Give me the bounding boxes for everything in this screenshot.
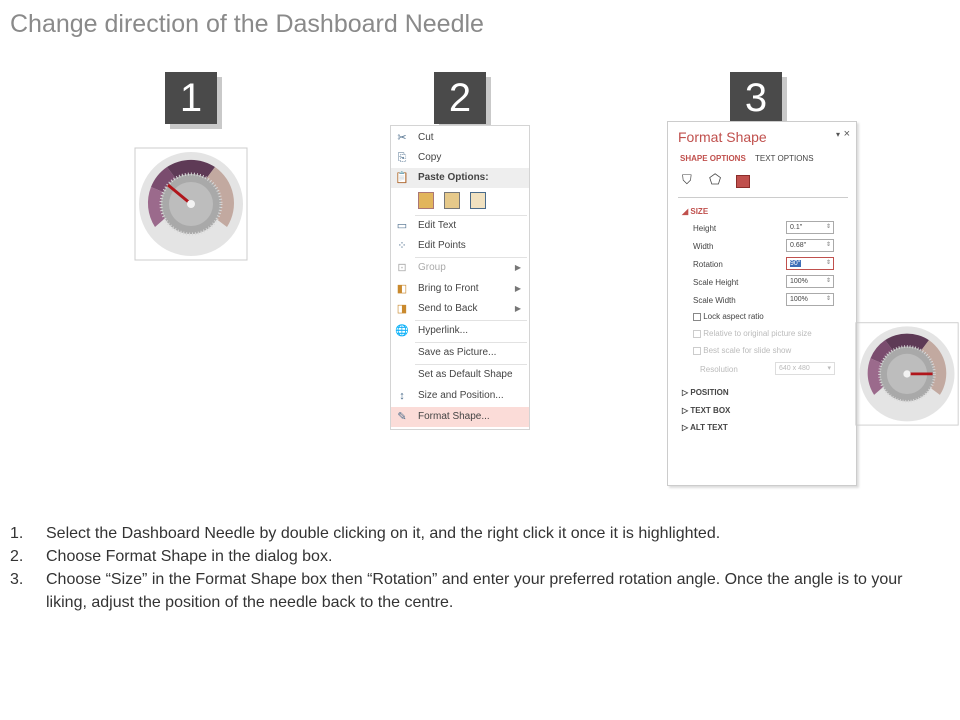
divider [678, 197, 848, 198]
scale-height-label: Scale Height [693, 278, 739, 287]
section-size[interactable]: ◢ SIZE [682, 207, 709, 216]
size-properties-icon[interactable] [736, 175, 750, 188]
send-back-icon: ◨ [396, 303, 408, 315]
lock-aspect-checkbox[interactable]: Lock aspect ratio [693, 312, 764, 321]
dropdown-icon[interactable]: ▾ [835, 130, 840, 139]
menu-item-hyperlink[interactable]: 🌐 Hyperlink... [395, 325, 469, 337]
paste-merge-icon[interactable] [444, 192, 460, 209]
width-label: Width [693, 242, 714, 251]
relative-size-checkbox[interactable]: Relative to original picture size [693, 329, 812, 338]
menu-item-cut[interactable]: ✂ Cut [391, 128, 529, 148]
paste-keep-formatting-icon[interactable] [418, 192, 434, 209]
height-label: Height [693, 224, 717, 233]
step-badge-3: 3 [730, 72, 782, 124]
instruction-step: 2. Choose Format Shape in the dialog box. [10, 548, 333, 565]
menu-item-save-as-picture[interactable]: Save as Picture... [418, 347, 497, 358]
resolution-select[interactable]: 640 x 480 ▾ [775, 362, 835, 375]
size-position-icon: ↕ [399, 390, 405, 402]
chevron-right-icon: ▶ [514, 304, 521, 313]
menu-item-format-shape[interactable]: ✎ Format Shape... [391, 407, 529, 427]
rotation-label: Rotation [693, 260, 723, 269]
scale-width-label: Scale Width [693, 296, 736, 305]
scale-width-field[interactable]: 100% ⇕ [786, 293, 834, 306]
section-text-box[interactable]: ▷ TEXT BOX [682, 406, 731, 415]
paste-icon: 📋 [395, 172, 409, 184]
paste-picture-icon[interactable] [470, 192, 486, 209]
group-icon: ⊡ [397, 262, 407, 274]
menu-item-edit-points[interactable]: ⁘ Edit Points [391, 236, 529, 256]
menu-item-bring-to-front[interactable]: ◧ Bring to Front ▶ [391, 279, 529, 299]
paste-buttons [391, 190, 529, 212]
instructions-list [10, 522, 930, 614]
scale-height-field[interactable]: 100% ⇕ [786, 275, 834, 288]
edit-text-icon: ▭ [396, 220, 408, 232]
dashboard-gauge-rotated[interactable] [854, 316, 960, 430]
copy-icon: ⎘ [397, 152, 407, 164]
close-icon[interactable]: × [843, 128, 850, 140]
rotation-field[interactable]: 90° ⇕ [786, 257, 834, 270]
scissors-icon: ✂ [397, 132, 407, 144]
menu-item-set-default-shape[interactable]: Set as Default Shape [418, 369, 513, 380]
context-menu [390, 125, 530, 430]
edit-points-icon: ⁘ [397, 240, 407, 252]
instruction-step: 3. Choose “Size” in the Format Shape box then “Rotation” and enter your preferred rotation angle. Once the angle is to your liking, adjust the position of the needle back to the centre. [10, 571, 903, 611]
height-field[interactable]: 0.1" ⇕ [786, 221, 834, 234]
chevron-right-icon: ▶ [514, 284, 521, 293]
best-scale-checkbox[interactable]: Best scale for slide show [693, 346, 791, 355]
width-field[interactable]: 0.68" ⇕ [786, 239, 834, 252]
format-shape-panel [667, 121, 857, 486]
format-shape-icon: ✎ [397, 411, 407, 423]
section-alt-text[interactable]: ▷ ALT TEXT [682, 423, 728, 432]
menu-item-send-to-back[interactable]: ◨ Send to Back ▶ [391, 299, 529, 319]
menu-paste-options: 📋 Paste Options: [391, 168, 529, 188]
menu-item-size-position[interactable]: ↕ Size and Position... [391, 386, 529, 406]
chevron-right-icon: ▶ [514, 263, 521, 272]
bring-front-icon: ◧ [396, 283, 408, 295]
section-position[interactable]: ▷ POSITION [682, 388, 729, 397]
page-title: Change direction of the Dashboard Needle [10, 10, 484, 38]
menu-item-edit-text[interactable]: ▭ Edit Text [396, 220, 457, 232]
fill-line-icon[interactable]: ⛉ [682, 172, 692, 187]
tab-text-options[interactable]: TEXT OPTIONS [755, 154, 814, 163]
menu-item-group[interactable]: ⊡ Group ▶ [391, 258, 529, 278]
instruction-step: 1. Select the Dashboard Needle by double clicking on it, and the right click it once it is highlighted. [10, 525, 721, 542]
step-badge-1: 1 [165, 72, 217, 124]
effects-pentagon-icon[interactable]: ⬠ [709, 171, 722, 187]
step-badge-2: 2 [434, 72, 486, 124]
dashboard-gauge-selected[interactable] [133, 143, 249, 263]
hyperlink-icon: 🌐 [395, 325, 409, 337]
panel-title: Format Shape [678, 129, 767, 145]
tab-shape-options[interactable]: SHAPE OPTIONS [680, 154, 746, 163]
resolution-label: Resolution [700, 365, 738, 374]
menu-item-copy[interactable]: ⎘ Copy [391, 148, 529, 168]
